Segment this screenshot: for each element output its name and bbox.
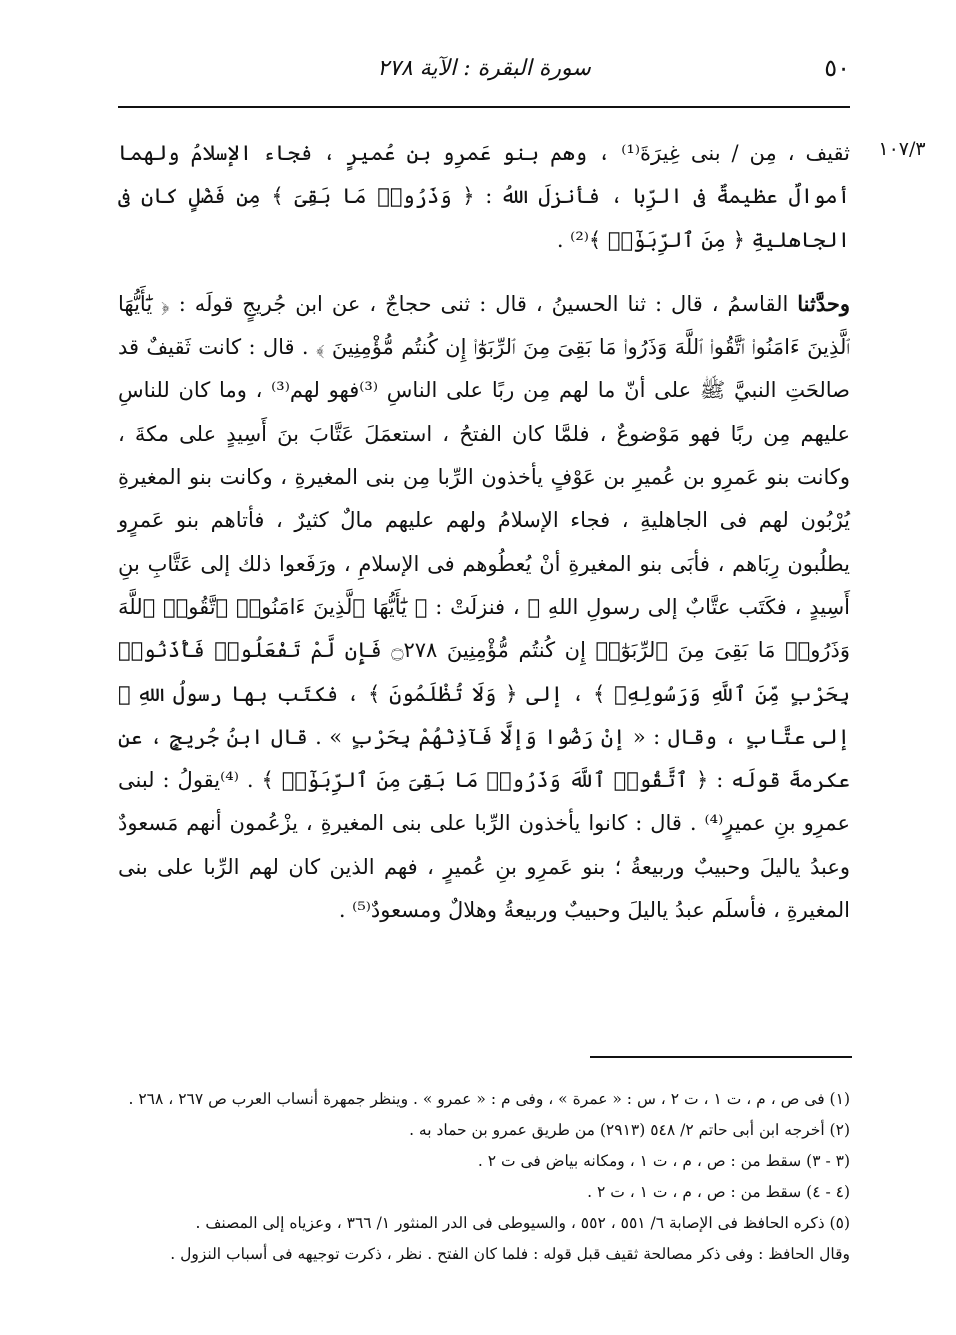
paragraph-2 [118, 282, 850, 932]
footnotes [118, 1084, 850, 1270]
footnote-4: (٤ - ٤) سقط من : ص ، م ، ت ١ ، ت ٢ . [587, 1183, 850, 1201]
page-header [118, 52, 850, 96]
footnote-5: (٥) ذكره الحافظ فى الإصابة ٦/ ٥٥١ ، ٥٥٢ ، والسيوطى فى الدر المنثور ١/ ٣٦٦ ، وعزياه إلى المصنف . [195, 1214, 850, 1232]
footnote-2: (٢) أخرجه ابن أبى حاتم ٢/ ٥٤٨ (٢٩١٣) من طريق عمرو بن حماد به . [409, 1121, 850, 1139]
footnote-5-continued: وقال الحافظ : وفى ذكر مصالحة ثقيف قبل قوله : فلما كان الفتح . نظر ، ذكرت توجيهه فى أسباب النزول . [170, 1245, 850, 1263]
footnote-1: (١) فى ص ، م ، ت ١ ، ت ٢ ، س : « عمرة » ، وفى م : « عمرو » . وينظر جمهرة أنساب العرب ص ٢٦٧ ، ٢٦٨ . [128, 1090, 850, 1108]
running-head: سورة البقرة : الآية ٢٧٨ [377, 56, 591, 81]
footnote-rule [590, 1056, 852, 1058]
footnote-3: (٣ - ٣) سقط من : ص ، م ، ت ١ ، ومكانه بياض فى ت ٢ . [477, 1152, 850, 1170]
paragraph-1: ثقيف ، مِن / بنى غِيرَةَ⁽¹⁾ ، وهم بنو عَمرِو بن عُميرٍ ، فجاء الإسلامُ ولهما أموالٌ عظيمةٌ فى الرِّبا ، فأنزلَ اللهُ : ﴿ وَذَرُوا۟ مَا بَقِىَ ﴾ مِن فَضْلٍ كان فى الجاهليةِ ﴿ مِنَ ٱلرِّبَوٰٓا۟ ﴾⁽²⁾ . [118, 141, 850, 252]
paragraph-2-text: القاسمُ ، قال : ثنا الحسينُ ، قال : ثنى حجاجٌ ، عن ابن جُريجٍ قولَه : ﴿ يَٰٓأَيُّهَا ٱلَّذِينَ ءَامَنُوا۟ ٱتَّقُوا۟ ٱللَّهَ وَذَرُوا۟ مَا بَقِىَ مِنَ ٱلرِّبَوٰٓا۟ إِن كُنتُم مُّؤْمِنِينَ ﴾ . قال : كانت ثَقيفٌ قد صالحَتِ النبيَّ ﷺ على أنّ ما لهم مِن ربًا على الناسِ ⁽³⁾فهو لهم⁽³⁾ ، وما كان للناسِ عليهم مِن ربًا فهو مَوْضوعٌ ، فلمَّا كان الفتحُ ، استعمَلَ عَتَّابَ بنَ أَسِيدٍ على مكةَ ، وكانت بنو عَمرِو بن عُميرِ بن عَوْفٍ يأخذون الرِّبا مِن بنى المغيرةِ ، وكانت بنو المغيرةِ يُرْبُون لهم فى الجاهليةِ ، فجاء الإسلامُ ولهم عليهم مالٌ كثيرٌ ، فأتاهم بنو عَمرٍو يطلُبون رِبَاهم ، فأبَى بنو المغيرةِ أنْ يُعطُوهم فى الإسلامِ ، ورَفَعوا ذلك إلى عَتَّابِ بنِ أَسِيدٍ ، فكَتَب عتَّابٌ إلى رسولِ اللهِ ﷺ ، فنزلَتْ : ﴿ يَٰٓأَيُّهَا ٱلَّذِينَ ءَامَنُوا۟ ٱتَّقُوا۟ ٱللَّهَ وَذَرُوا۟ مَا بَقِىَ مِنَ ٱلرِّبَوٰٓا۟ إِن كُنتُم مُّؤْمِنِينَ ۝٢٧٨ فَإِن لَّمْ تَفْعَلُوا۟ فَأْذَنُوا۟ بِحَرْبٍ مِّنَ ٱللَّهِ وَرَسُولِهِۦ ﴾ ، إلى ﴿ وَلَا تُظْلَمُونَ ﴾ ، فكتَب بها رسولُ اللهِ ﷺ إلى عتَّابٍ ، وقال : « إنْ رَضُوا وَإلَّا فَآذِنْهُمْ بِحَرْبٍ » . قال ابنُ جُريجٍ ، عن عكرمةَ قولَه : ﴿ ٱتَّقُوا۟ ٱللَّهَ وَذَرُوا۟ مَا بَقِىَ مِنَ ٱلرِّبَوٰٓا۟ ﴾ . ⁽⁴⁾يقولُ : لبنى عمرِو بنِ عميرٍ⁽⁴⁾ . قال : كانوا يأخذون الرِّبا على بنى المغيرةِ ، يزْعُمون أنهم مَسعودٌ وعبدُ ياليلَ وحبيبٌ وربيعةُ ؛ بنو عَمرِو بنِ عُميرٍ ، فهم الذين كان لهم الرِّبا على بنى المغيرةِ ، فأسلَم عبدُ ياليلَ وحبيبٌ وربيعةُ وهلالٌ ومسعودٌ⁽⁵⁾ . [118, 291, 850, 923]
paragraph-2-lead: وحدَّثنا [797, 290, 850, 316]
page-number: ٥٠ [824, 54, 850, 82]
main-text [118, 132, 850, 932]
margin-reference: ١٠٧/٣ [878, 138, 926, 160]
header-rule [118, 106, 850, 108]
